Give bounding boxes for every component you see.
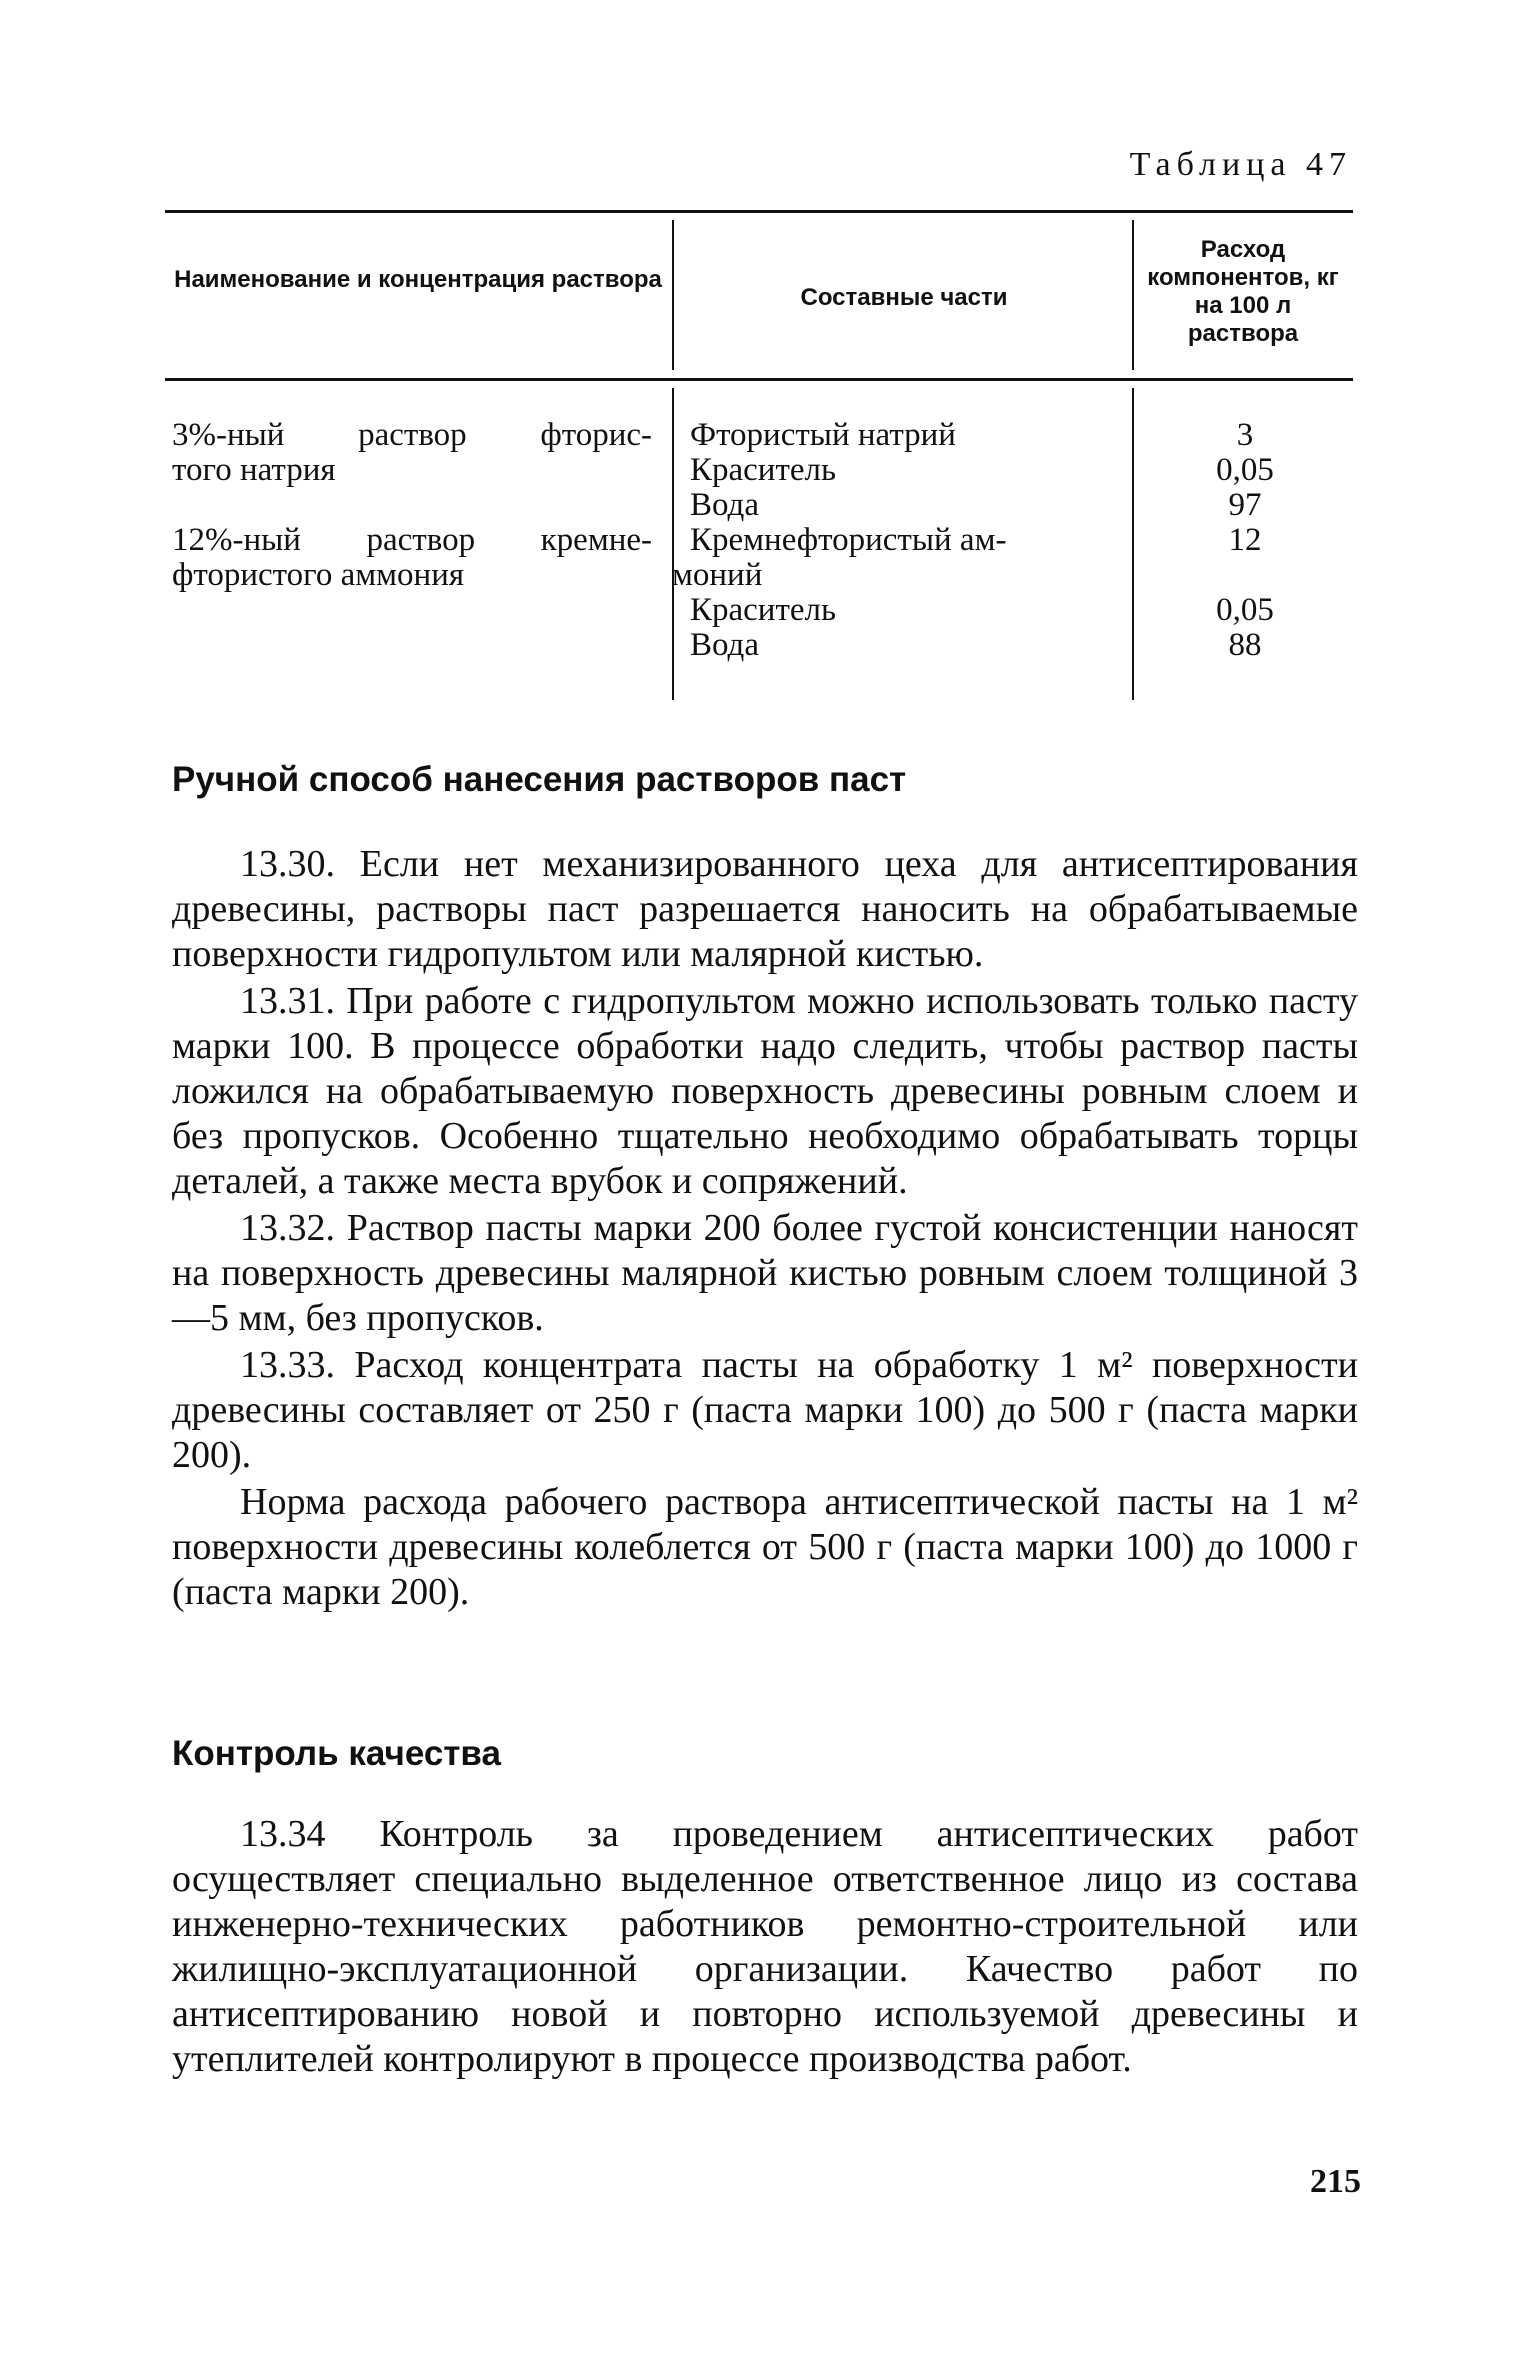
table-text: 12%-ный раствор кремне- — [172, 522, 652, 558]
column-divider — [672, 220, 674, 370]
table-text: 97 — [1228, 487, 1262, 523]
section-body — [172, 1812, 1358, 2082]
table-title: Таблица 47 — [1129, 146, 1352, 183]
section-heading: Контроль качества — [172, 1734, 501, 1773]
paragraph: 13.31. При работе с гидропультом можно использовать только пасту марки 100. В процессе обработки надо следить, чтобы раствор пасты ложился на обрабатываемую поверхность древесины ровным слоем и без пропусков. Особенно тщательно необходимо обрабатывать торцы деталей, а также места врубок и сопряжений. — [172, 980, 1358, 1202]
table-cell-quantities — [1140, 418, 1350, 663]
table-text: 0,05 — [1216, 592, 1274, 628]
table-text: Фтористый натрий — [690, 417, 956, 453]
table-text: 3%-ный раствор фторис- — [172, 417, 652, 453]
table-text: 12 — [1228, 522, 1262, 558]
table-text — [1140, 558, 1350, 593]
column-divider — [672, 388, 674, 700]
table-text: фтористого аммония — [172, 557, 465, 593]
section-body — [172, 842, 1358, 1615]
header-components: Составные части — [800, 284, 1008, 311]
table-text: 88 — [1228, 627, 1262, 663]
table-text: Краситель — [690, 592, 837, 628]
table-text: того натрия — [172, 452, 336, 488]
table-top-rule — [165, 210, 1353, 213]
table-text: Вода — [690, 627, 759, 663]
table-text: Вода — [690, 487, 759, 523]
table-text: моний — [672, 557, 763, 593]
paragraph: 13.34 Контроль за проведением антисептических работ осуществляет специально выделенное ответственное лицо из состава инженерно-технических работников ремонтно-строительной или жилищно-эксплуатационной организации. Качество работ по антисептированию новой и повторно используемой древесины и утеплителей контролируют в процессе производства работ. — [172, 1813, 1358, 2080]
paragraph: 13.33. Расход концентрата пасты на обработку 1 м² поверхности древесины составляет от 250 г (паста марки 100) до 500 г (паста марки 200). — [172, 1344, 1358, 1476]
table-cell-names — [172, 418, 652, 593]
table-text: Кремнефтористый ам- — [690, 522, 1007, 558]
section-heading: Ручной способ нанесения растворов паст — [172, 760, 907, 799]
page-number: 215 — [1310, 2163, 1361, 2200]
table-text: 3 — [1236, 417, 1254, 453]
column-divider — [1132, 388, 1134, 700]
paragraph: 13.30. Если нет механизированного цеха для антисептирования древесины, растворы паст разрешается наносить на обрабатываемые поверхности гидропультом или малярной кистью. — [172, 843, 1358, 975]
header-name: Наименование и концентрация раствора — [174, 266, 662, 293]
column-divider — [1132, 220, 1134, 370]
paragraph: Норма расхода рабочего раствора антисептической пасты на 1 м² поверхности древесины колеблется от 500 г (паста марки 100) до 1000 г (паста марки 200). — [172, 1481, 1358, 1613]
table-text: 0,05 — [1216, 452, 1274, 488]
table-text: Краситель — [690, 452, 837, 488]
paragraph: 13.32. Раствор пасты марки 200 более густой консистенции наносят на поверхность древесины малярной кистью ровным слоем толщиной 3—5 мм, без пропусков. — [172, 1207, 1358, 1339]
table-cell-components — [672, 417, 1120, 663]
table-header-rule — [165, 378, 1353, 381]
header-consumption: Расход компонентов, кг на 100 л раствора — [1147, 236, 1339, 347]
